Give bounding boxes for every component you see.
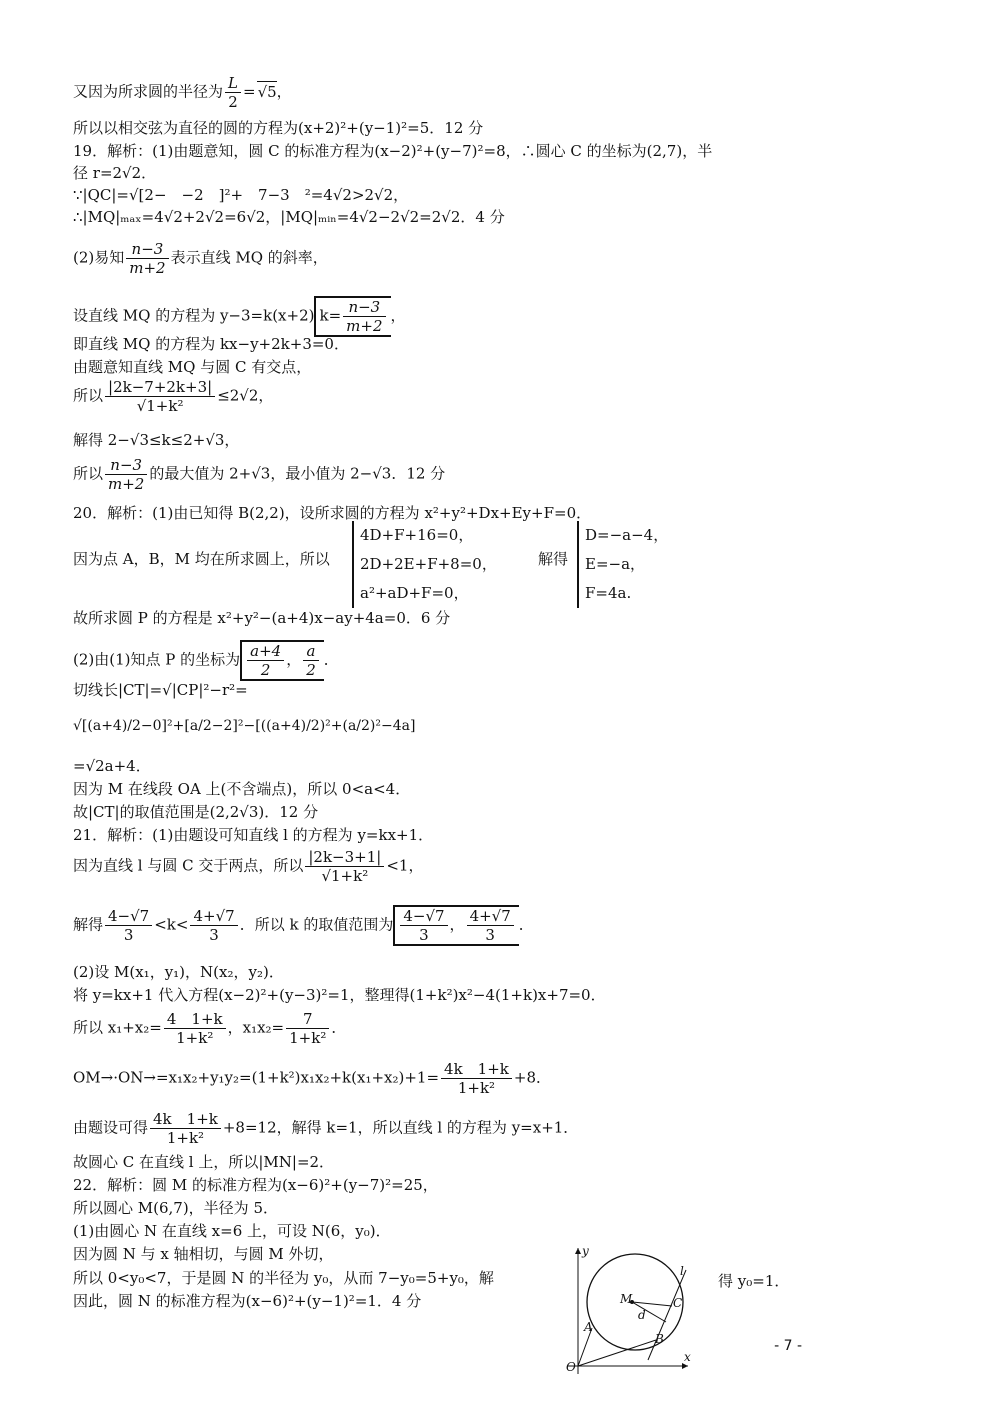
text-segment: 的最大值为 2+√3，最小值为 2−√3．12 分 — [149, 464, 446, 483]
fraction-denominator: 3 — [123, 926, 134, 944]
text-line — [73, 549, 330, 569]
text-segment: 所以 — [73, 386, 104, 405]
label-b: B — [655, 1332, 664, 1346]
label-l: l — [680, 1264, 684, 1278]
fraction-numerator: 4k 1+k — [441, 1060, 512, 1079]
text-segment: ． — [518, 915, 534, 934]
text-line: ∵|QC|=√[2− −2 ]²+ 7−3 ²=4√2>2√2， — [73, 186, 409, 204]
y-axis-arrow-icon — [575, 1248, 581, 1254]
equation-system-left — [352, 521, 497, 608]
label-d: d — [638, 1308, 646, 1322]
fraction-denominator: 2 — [306, 661, 316, 679]
text-line: 所以 0<y₀<7，于是圆 N 的半径为 y₀，从而 7−y₀=5+y₀，解 — [73, 1269, 494, 1287]
text-line — [73, 456, 445, 493]
text-line: 故所求圆 P 的方程是 x²+y²−(a+4)x−ay+4a=0．6 分 — [73, 609, 451, 627]
text-segment: <k< — [154, 915, 189, 934]
text-line: (2)设 M(x₁，y₁)，N(x₂，y₂)． — [73, 963, 284, 981]
text-line — [538, 549, 568, 569]
label-y: y — [582, 1244, 589, 1258]
text-line — [73, 240, 328, 277]
fraction — [105, 907, 152, 944]
fraction-numerator: 4−√7 — [400, 907, 447, 926]
text-segment: ， — [390, 306, 406, 325]
text-line: 得 y₀=1． — [718, 1272, 790, 1290]
fraction-denominator: m+2 — [346, 317, 383, 335]
equation-row: D=−a−4， — [585, 526, 669, 544]
label-x: x — [684, 1350, 691, 1364]
text-line: 20．解析：(1)由已知得 B(2,2)，设所求圆的方程为 x²+y²+Dx+Ey+F=0． — [73, 504, 592, 522]
equation-system-right — [577, 521, 668, 608]
text-line: 故|CT|的取值范围是(2,2√3)．12 分 — [73, 803, 319, 821]
fraction — [126, 240, 168, 277]
text-line: 21．解析：(1)由题设可知直线 l 的方程为 y=kx+1． — [73, 826, 434, 844]
text-line: √[(a+4)/2−0]²+[a/2−2]²−[((a+4)/2)²+(a/2)²−4a] — [73, 718, 416, 734]
text-segment: ， — [276, 82, 292, 101]
text-line: 径 r=2√2． — [73, 164, 157, 182]
text-segment: 所以 — [73, 464, 104, 483]
text-segment: ，x₁x₂= — [227, 1018, 285, 1037]
text-line — [73, 378, 273, 415]
label-o: O — [566, 1360, 576, 1374]
fraction — [400, 907, 447, 944]
text-segment: +8． — [513, 1068, 551, 1087]
text-line: (1)由圆心 N 在直线 x=6 上，可设 N(6，y₀)． — [73, 1222, 391, 1240]
equation-row: F=4a. — [585, 584, 632, 602]
fraction — [164, 1010, 226, 1047]
fraction-numerator: a+4 — [247, 642, 284, 661]
fraction-denominator: 2 — [228, 93, 238, 111]
fraction-denominator: m+2 — [129, 259, 166, 277]
fraction-denominator: m+2 — [108, 475, 145, 493]
fraction-numerator: n−3 — [343, 298, 385, 317]
fraction-numerator: n−3 — [105, 456, 147, 475]
fraction — [441, 1060, 512, 1097]
text-segment: k= — [319, 306, 342, 325]
text-segment: 因为点 A，B，M 均在所求圆上，所以 — [73, 550, 330, 568]
fraction-denominator: 3 — [485, 926, 495, 944]
fraction — [105, 456, 147, 493]
text-line — [73, 640, 339, 681]
text-line: 因为 M 在线段 OA 上(不含端点)，所以 0<a<4． — [73, 780, 411, 798]
fraction — [105, 378, 215, 415]
fraction — [343, 298, 385, 335]
text-line: 所以圆心 M(6,7)，半径为 5． — [73, 1199, 278, 1217]
text-line — [73, 848, 423, 885]
label-m: M — [620, 1292, 633, 1306]
text-line: 因为圆 N 与 x 轴相切，与圆 M 外切， — [73, 1245, 334, 1263]
sqrt-expression: √ 5 — [257, 81, 277, 102]
equation-row: 2D+2E+F+8=0， — [360, 555, 497, 573]
text-segment: 因为直线 l 与圆 C 交于两点，所以 — [73, 856, 304, 875]
text-segment: ．所以 k 的取值范围为 — [239, 915, 394, 934]
fraction — [305, 848, 384, 885]
page-number: - 7 - — [774, 1338, 802, 1354]
bracket-expression — [314, 296, 390, 337]
fraction-numerator: 4+√7 — [467, 907, 514, 926]
text-segment: 解得 — [73, 915, 104, 934]
equation-row: a²+aD+F=0， — [360, 584, 469, 602]
fraction-numerator: |2k−3+1| — [305, 848, 384, 867]
text-line: 切线长|CT|=√|CP|²−r²= — [73, 681, 248, 699]
text-line: 由题意知直线 MQ 与圆 C 有交点， — [73, 358, 312, 376]
equation-row: E=−a， — [585, 555, 646, 573]
text-segment: 又因为所求圆的半径为 — [73, 82, 224, 101]
text-line — [73, 296, 406, 337]
text-segment: 由题设可得 — [73, 1118, 149, 1137]
text-line — [73, 74, 292, 111]
fraction-denominator: √1+k² — [321, 867, 369, 885]
bracket-expression: $\frac{4-√7}{3}$ ， $\frac{4+√7}{3}$ — [393, 905, 518, 946]
text-line: 19．解析：(1)由题意知，圆 C 的标准方程为(x−2)²+(y−7)²=8，∴圆心 C 的坐标为(2,7)，半 — [73, 142, 713, 160]
fraction-numerator: n−3 — [126, 240, 168, 259]
text-line: =√2a+4． — [73, 757, 151, 775]
bracket-expression: $\frac{a+4}{2}$ ， $\frac{a}{2}$ — [240, 640, 324, 681]
fraction-numerator: 7 — [286, 1010, 329, 1029]
text-segment: ≤2√2， — [217, 386, 274, 405]
fraction-numerator: L — [225, 74, 241, 93]
label-a: A — [584, 1320, 593, 1334]
fraction-numerator: |2k−7+2k+3| — [105, 378, 215, 397]
fraction-numerator: 4+√7 — [190, 907, 237, 926]
fraction-numerator: 4−√7 — [105, 907, 152, 926]
text-line — [73, 1060, 551, 1097]
text-segment: 表示直线 MQ 的斜率， — [170, 248, 328, 267]
fraction-denominator: 1+k² — [457, 1079, 496, 1097]
text-segment: 所以 x₁+x₂= — [73, 1018, 162, 1037]
fraction-denominator: 2 — [260, 661, 271, 679]
fraction — [225, 74, 241, 111]
fraction-numerator: 4k 1+k — [150, 1110, 221, 1129]
fraction — [150, 1110, 221, 1147]
text-segment: ． — [331, 1018, 347, 1037]
fraction — [303, 642, 319, 679]
fraction-numerator: a — [303, 642, 319, 661]
text-segment: 解得 — [538, 550, 569, 568]
text-line — [73, 905, 534, 946]
text-segment: <1， — [386, 856, 424, 875]
fraction-denominator: 3 — [419, 926, 429, 944]
fraction-denominator: 1+k² — [289, 1029, 327, 1047]
text-segment: +8=12，解得 k=1，所以直线 l 的方程为 y=x+1． — [222, 1118, 579, 1137]
text-line: 即直线 MQ 的方程为 kx−y+2k+3=0． — [73, 335, 349, 353]
text-line: 所以以相交弦为直径的圆的方程为(x+2)²+(y−1)²=5．12 分 — [73, 119, 484, 137]
fraction-denominator: 1+k² — [166, 1129, 205, 1147]
fraction-denominator: √1+k² — [136, 397, 184, 415]
equation-row: 4D+F+16=0， — [360, 526, 474, 544]
fraction — [286, 1010, 329, 1047]
fraction — [190, 907, 237, 944]
text-line: ∴|MQ|ₘₐₓ=4√2+2√2=6√2，|MQ|ₘᵢₙ=4√2−2√2=2√2．4 分 — [73, 208, 505, 226]
text-segment: (2)易知 — [73, 248, 125, 267]
text-line — [73, 1110, 578, 1147]
line-ob — [578, 1340, 656, 1366]
text-segment: OM→·ON→=x₁x₂+y₁y₂=(1+k²)x₁x₂+k(x₁+x₂)+1= — [73, 1068, 440, 1087]
fraction-denominator: 1+k² — [176, 1029, 214, 1047]
fraction-numerator: 4 1+k — [164, 1010, 226, 1029]
text-segment: ． — [323, 650, 339, 669]
text-line: 22．解析：圆 M 的标准方程为(x−6)²+(y−7)²=25， — [73, 1176, 438, 1194]
fraction — [247, 642, 284, 679]
text-line: 因此，圆 N 的标准方程为(x−6)²+(y−1)²=1．4 分 — [73, 1292, 422, 1310]
text-line: 故圆心 C 在直线 l 上，所以|MN|=2． — [73, 1153, 335, 1171]
text-line: 将 y=kx+1 代入方程(x−2)²+(y−3)²=1，整理得(1+k²)x²−4(1+k)x+7=0． — [73, 986, 606, 1004]
text-segment: = — [242, 82, 256, 101]
text-segment: 设直线 MQ 的方程为 y−3=k(x+2) — [73, 306, 315, 325]
text-line: 解得 2−√3≤k≤2+√3， — [73, 431, 240, 449]
fraction — [467, 907, 514, 944]
geometry-figure — [548, 1242, 698, 1377]
text-line — [73, 1010, 346, 1047]
label-c: C — [673, 1296, 683, 1310]
text-segment: (2)由(1)知点 P 的坐标为 — [73, 650, 241, 669]
fraction-denominator: 3 — [209, 926, 219, 944]
